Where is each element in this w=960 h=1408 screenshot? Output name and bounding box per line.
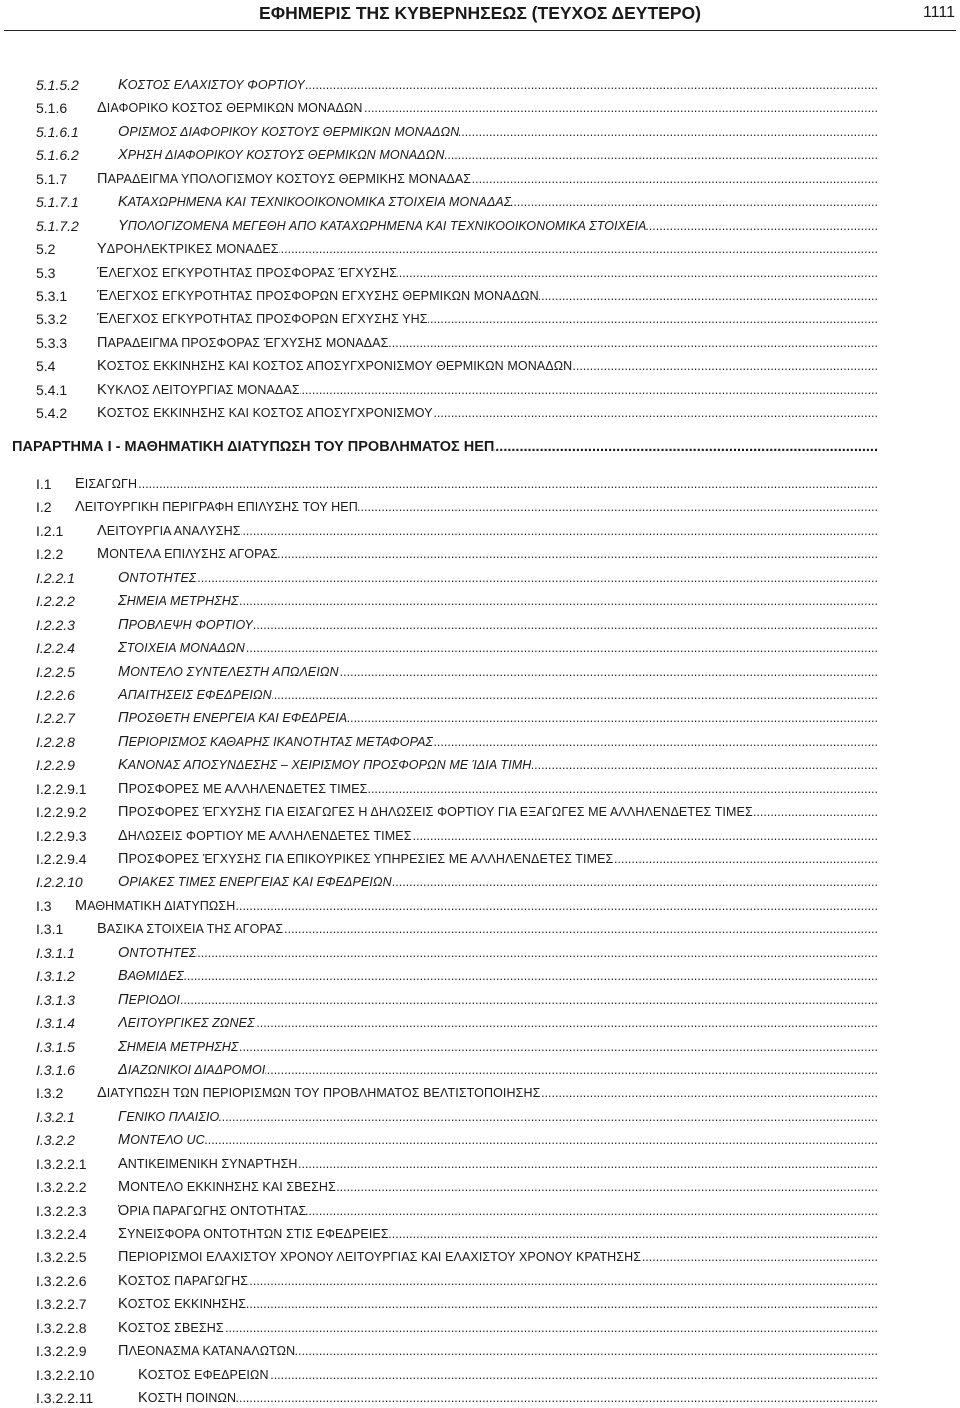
dot-leader <box>613 850 878 868</box>
dot-leader <box>305 76 878 94</box>
dot-leader <box>412 827 878 845</box>
toc-entry-title: ΣΥΝΕΙΣΦΟΡΑ ΟΝΤΟΤΗΤΩΝ ΣΤΙΣ ΕΦΕΔΡΕΙΕΣ <box>118 1226 389 1242</box>
toc-entry-title: ΟΡΙΣΜΟΣ ΔΙΑΦΟΡΙΚΟΥ ΚΟΣΤΟΥΣ ΘΕΡΜΙΚΩΝ ΜΟΝΑΔΩΝ <box>118 123 460 140</box>
dot-leader <box>388 334 878 352</box>
dot-leader <box>494 438 878 456</box>
toc-entry <box>36 123 878 141</box>
toc-entry-number: I.2.2.8 <box>36 733 75 750</box>
dot-leader <box>646 217 878 235</box>
dot-leader <box>572 357 878 375</box>
toc-entry <box>36 1225 878 1243</box>
toc-entry-number: I.2.2.1 <box>36 569 75 586</box>
toc-entry-number: I.3.2.2.5 <box>36 1249 87 1266</box>
toc-entry <box>36 522 878 540</box>
dot-leader <box>531 756 878 774</box>
toc-entry <box>36 592 878 610</box>
toc-entry-number: 5.1.7 <box>36 170 68 187</box>
toc-entry-title: ΈΛΕΓΧΟΣ ΕΓΚΥΡΟΤΗΤΑΣ ΠΡΟΣΦΟΡΩΝ ΕΓΧΥΣΗΣ ΥΗΣ <box>97 311 428 328</box>
dot-leader <box>753 803 878 821</box>
toc-entry-title: ΑΝΤΙΚΕΙΜΕΝΙΚΗ ΣΥΝΑΡΤΗΣΗ <box>118 1155 298 1172</box>
toc-entry <box>36 1108 878 1126</box>
dot-leader <box>300 381 878 399</box>
toc-entry <box>36 334 878 352</box>
toc-entry <box>36 967 878 985</box>
toc-entry-number: I.2.2.5 <box>36 663 75 680</box>
toc-entry-number: I.3.2.2.7 <box>36 1296 87 1313</box>
dot-leader <box>298 1155 878 1173</box>
toc-entry <box>36 639 878 657</box>
dot-leader <box>347 709 878 727</box>
toc-entry <box>36 170 878 188</box>
toc-entry <box>36 1389 878 1407</box>
toc-entry <box>36 733 878 751</box>
toc-entry <box>36 1366 878 1384</box>
toc-entry-title: ΚΟΣΤΟΣ ΕΚΚΙΝΗΣΗΣ <box>118 1296 247 1313</box>
dot-leader <box>336 1178 878 1196</box>
toc-entry-number: I.3.2.2.10 <box>36 1366 95 1383</box>
toc-entry-title: ΜΟΝΤΕΛΟ UC <box>118 1132 205 1149</box>
toc-entry <box>36 240 878 258</box>
toc-entry <box>36 545 878 563</box>
toc-entry-title: ΠΡΟΒΛΕΨΗ ΦΟΡΤΙΟΥ <box>118 616 254 633</box>
toc-entry-title: ΠΑΡΑΔΕΙΓΜΑ ΥΠΟΛΟΓΙΣΜΟΥ ΚΟΣΤΟΥΣ ΘΕΡΜΙΚΗΣ ΜΟΝΑΔΑΣ <box>97 170 472 187</box>
dot-leader <box>235 897 878 915</box>
toc-entry <box>36 944 878 962</box>
toc-entry <box>36 1202 878 1220</box>
toc-entry-title: ΟΝΤΟΤΗΤΕΣ <box>118 944 197 961</box>
toc-entry-title: ΓΕΝΙΚΟ ΠΛΑΙΣΙΟ <box>118 1108 220 1125</box>
dot-leader <box>246 1295 878 1313</box>
toc-entry-number: I.3.2 <box>36 1085 64 1102</box>
dot-leader <box>389 1225 878 1243</box>
toc-entry-number: I.3.2.2.2 <box>36 1179 87 1196</box>
toc-entry-number: I.1 <box>36 476 52 492</box>
toc-entry-title: ΚΟΣΤΟΣ ΕΦΕΔΡΕΙΩΝ <box>138 1366 269 1383</box>
toc-entry-number: I.2.2.3 <box>36 616 75 633</box>
toc-entry-number: I.3.2.2.1 <box>36 1155 87 1172</box>
toc-entry-number: I.2.1 <box>36 522 64 539</box>
toc-entry-number: I.3.1.5 <box>36 1038 75 1055</box>
toc-entry-title: ΚΑΤΑΧΩΡΗΜΕΝΑ ΚΑΙ ΤΕΧΝΙΚΟΟΙΚΟΝΟΜΙΚΑ ΣΤΟΙΧΕΙΑ ΜΟΝΑΔΑΣ <box>118 194 512 211</box>
toc-entry <box>36 1319 878 1337</box>
toc-entry-title: ΔΙΑΤΥΠΩΣΗ ΤΩΝ ΠΕΡΙΟΡΙΣΜΩΝ ΤΟΥ ΠΡΟΒΛΗΜΑΤΟΣ ΒΕΛΤΙΣΤΟΠΟΙΗΣΗΣ <box>97 1085 541 1102</box>
dot-leader <box>540 1084 878 1102</box>
toc-entry-title: ΚΟΣΤΟΣ ΕΛΑΧΙΣΤΟΥ ΦΟΡΤΙΟΥ <box>118 77 305 93</box>
toc-entry-title: ΠΡΟΣΦΟΡΕΣ ΈΓΧΥΣΗΣ ΓΙΑ ΕΙΣΑΓΩΓΕΣ Η ΔΗΛΩΣΕΙΣ ΦΟΡΤΙΟΥ ΓΙΑ ΕΞΑΓΩΓΕΣ ΜΕ ΑΛΛΗΛΕΝΔΕΤΕΣ ΤΙΜΕΣ <box>118 804 753 821</box>
toc-entry-title: ΧΡΗΣΗ ΔΙΑΦΟΡΙΚΟΥ ΚΟΣΤΟΥΣ ΘΕΡΜΙΚΩΝ ΜΟΝΑΔΩΝ <box>118 147 445 164</box>
toc-entry-title: ΔΙΑΦΟΡΙΚΟ ΚΟΣΤΟΣ ΘΕΡΜΙΚΩΝ ΜΟΝΑΔΩΝ <box>97 100 363 117</box>
dot-leader <box>219 1108 878 1126</box>
toc-entry-title: ΚΥΚΛΟΣ ΛΕΙΤΟΥΡΓΙΑΣ ΜΟΝΑΔΑΣ <box>97 381 300 398</box>
dot-leader <box>269 1366 878 1384</box>
toc-entry-number: I.2.2 <box>36 546 64 563</box>
toc-entry-title: ΥΔΡΟΗΛΕΚΤΡΙΚΕΣ ΜΟΝΑΔΕΣ <box>97 241 279 258</box>
toc-entry-number: I.2.2.9.4 <box>36 851 87 867</box>
dot-leader <box>306 1202 878 1220</box>
toc-section-5 <box>36 76 878 422</box>
toc-entry-number: 5.1.6 <box>36 100 68 117</box>
toc-entry <box>36 1272 878 1290</box>
dot-leader <box>224 1319 878 1337</box>
toc-entry <box>36 1248 878 1266</box>
toc-entry-number: I.3.1.2 <box>36 968 75 985</box>
toc-entry <box>36 264 878 282</box>
toc-entry-title: ΕΙΣΑΓΩΓΗ <box>75 476 138 492</box>
appendix-heading-entry <box>12 438 878 456</box>
toc-entry <box>36 310 878 328</box>
toc-entry-title: ΜΟΝΤΕΛΟ ΕΚΚΙΝΗΣΗΣ ΚΑΙ ΣΒΕΣΗΣ <box>118 1179 336 1196</box>
dot-leader <box>363 99 878 117</box>
toc-entry-number: I.2.2.9.2 <box>36 804 87 821</box>
toc-entry-number: I.3.2.1 <box>36 1108 75 1125</box>
toc-entry <box>36 1014 878 1032</box>
toc-entry <box>36 381 878 399</box>
toc-entry <box>36 827 878 845</box>
toc-entry <box>36 1084 878 1102</box>
dot-leader <box>433 404 878 422</box>
toc-entry-number: I.2.2.2 <box>36 593 75 610</box>
toc-entry-title: ΚΟΣΤΗ ΠΟΙΝΩΝ <box>138 1390 237 1407</box>
toc-entry <box>36 1038 878 1056</box>
toc-entry-title: ΔΙΑΖΩΝΙΚΟΙ ΔΙΑΔΡΟΜΟΙ <box>118 1061 266 1078</box>
toc-entry-title: ΠΕΡΙΟΔΟΙ <box>118 991 180 1008</box>
dot-leader <box>272 686 878 704</box>
toc-entry-title: ΣΤΟΙΧΕΙΑ ΜΟΝΑΔΩΝ <box>118 640 245 657</box>
toc-entry-number: I.2.2.9 <box>36 757 75 774</box>
toc-entry-title: ΚΟΣΤΟΣ ΕΚΚΙΝΗΣΗΣ ΚΑΙ ΚΟΣΤΟΣ ΑΠΟΣΥΓΧΡΟΝΙΣΜΟΥ ΘΕΡΜΙΚΩΝ ΜΟΝΑΔΩΝ <box>97 358 573 375</box>
page-number: 1111 <box>922 4 955 21</box>
toc-entry <box>36 76 878 94</box>
toc-entry-number: I.3.2.2.11 <box>36 1390 94 1407</box>
toc-entry-number: I.3.2.2.4 <box>36 1226 87 1242</box>
toc-entry-number: I.3.2.2 <box>36 1132 75 1149</box>
toc-entry-title: ΚΟΣΤΟΣ ΣΒΕΣΗΣ <box>118 1319 224 1336</box>
toc-entry-number: I.3.1.1 <box>36 944 75 961</box>
toc-entry <box>36 99 878 117</box>
toc-entry-title: ΒΑΘΜΙΔΕΣ <box>118 968 184 985</box>
toc-entry-number: 5.1.7.2 <box>36 217 79 234</box>
toc-entry <box>36 498 878 516</box>
toc-entry-number: 5.3.2 <box>36 311 68 328</box>
toc-entry <box>36 850 878 868</box>
toc-entry-title: ΚΑΝΟΝΑΣ ΑΠΟΣΥΝΔΕΣΗΣ – ΧΕΙΡΙΣΜΟΥ ΠΡΟΣΦΟΡΩΝ ΜΕ ΊΔΙΑ ΤΙΜΗ <box>118 757 532 774</box>
dot-leader <box>367 780 878 798</box>
toc-entry-title: ΌΡΙΑ ΠΑΡΑΓΩΓΗΣ ΟΝΤΟΤΗΤΑΣ <box>118 1202 307 1219</box>
toc-entry-title: ΒΑΣΙΚΑ ΣΤΟΙΧΕΙΑ ΤΗΣ ΑΓΟΡΑΣ <box>97 921 284 938</box>
toc-entry-number: 5.3.3 <box>36 334 68 351</box>
toc-entry <box>36 287 878 305</box>
toc-entry-number: I.2 <box>36 499 52 516</box>
toc-entry-number: 5.1.6.1 <box>36 123 79 140</box>
toc-entry <box>36 1342 878 1360</box>
toc-entry <box>36 1178 878 1196</box>
toc-entry-title: ΠΛΕΟΝΑΣΜΑ ΚΑΤΑΝΑΛΩΤΩΝ <box>118 1343 296 1360</box>
toc-entry-title: ΠΕΡΙΟΡΙΣΜΟΙ ΕΛΑΧΙΣΤΟΥ ΧΡΟΝΟΥ ΛΕΙΤΟΥΡΓΙΑΣ ΚΑΙ ΕΛΑΧΙΣΤΟΥ ΧΡΟΝΟΥ ΚΡΑΤΗΣΗΣ <box>118 1249 642 1266</box>
toc-entry-number: I.2.2.10 <box>36 874 83 891</box>
toc-entry <box>36 756 878 774</box>
toc-entry-number: 5.1.6.2 <box>36 147 79 164</box>
toc-entry-title: ΈΛΕΓΧΟΣ ΕΓΚΥΡΟΤΗΤΑΣ ΠΡΟΣΦΟΡΩΝ ΕΓΧΥΣΗΣ ΘΕΡΜΙΚΩΝ ΜΟΝΑΔΩΝ <box>97 287 539 304</box>
toc-entry-title: ΥΠΟΛΟΓΙΖΟΜΕΝΑ ΜΕΓΕΘΗ ΑΠΟ ΚΑΤΑΧΩΡΗΜΕΝΑ ΚΑΙ ΤΕΧΝΙΚΟΟΙΚΟΝΟΜΙΚΑ ΣΤΟΙΧΕΙΑ <box>118 217 647 234</box>
toc-entry-title: ΣΗΜΕΙΑ ΜΕΤΡΗΣΗΣ <box>118 1038 239 1055</box>
appendix-title: ΠΑΡΑΡΤΗΜΑ I - ΜΑΘΗΜΑΤΙΚΗ ΔΙΑΤΥΠΩΣΗ ΤΟΥ ΠΡΟΒΛΗΜΑΤΟΣ ΗΕΠ <box>12 439 495 455</box>
toc-entry-title: ΛΕΙΤΟΥΡΓΙΑ ΑΝΑΛΥΣΗΣ <box>97 522 241 539</box>
toc-appendix-i <box>36 475 878 1407</box>
toc-entry-number: I.3.1.4 <box>36 1015 75 1032</box>
toc-entry-number: 5.2 <box>36 241 56 258</box>
dot-leader <box>245 639 878 657</box>
toc-entry <box>36 475 878 493</box>
toc-entry <box>36 991 878 1009</box>
toc-entry-title: ΚΟΣΤΟΣ ΕΚΚΙΝΗΣΗΣ ΚΑΙ ΚΟΣΤΟΣ ΑΠΟΣΥΓΧΡΟΝΙΣΜΟΥ <box>97 405 433 422</box>
toc-entry-number: I.2.2.9.1 <box>36 780 87 797</box>
toc-entry-title: ΜΑΘΗΜΑΤΙΚΗ ΔΙΑΤΥΠΩΣΗ <box>75 897 236 914</box>
dot-leader <box>392 873 878 891</box>
toc-entry-title: ΠΡΟΣΘΕΤΗ ΕΝΕΡΓΕΙΑ ΚΑΙ ΕΦΕΔΡΕΙΑ <box>118 710 348 727</box>
dot-leader <box>180 991 878 1009</box>
dot-leader <box>539 287 878 305</box>
dot-leader <box>205 1131 878 1149</box>
toc-entry-number: I.3.2.2.3 <box>36 1202 87 1219</box>
toc-entry <box>36 404 878 422</box>
dot-leader <box>265 1061 878 1079</box>
toc-entry-title: ΟΝΤΟΤΗΤΕΣ <box>118 569 197 586</box>
toc-entry-title: ΟΡΙΑΚΕΣ ΤΙΜΕΣ ΕΝΕΡΓΕΙΑΣ ΚΑΙ ΕΦΕΔΡΕΙΩΝ <box>118 874 392 891</box>
toc-entry-number: I.3 <box>36 897 52 914</box>
toc-entry <box>36 709 878 727</box>
toc-entry-number: 5.1.5.2 <box>36 77 79 93</box>
header-rule <box>4 30 956 31</box>
toc-entry <box>36 780 878 798</box>
toc-entry-title: ΠΕΡΙΟΡΙΣΜΟΣ ΚΑΘΑΡΗΣ ΙΚΑΝΟΤΗΤΑΣ ΜΕΤΑΦΟΡΑΣ <box>118 733 434 750</box>
dot-leader <box>471 170 878 188</box>
dot-leader <box>255 1014 878 1032</box>
dot-leader <box>184 967 878 985</box>
toc-entry <box>36 1155 878 1173</box>
dot-leader <box>278 545 878 563</box>
dot-leader <box>196 944 878 962</box>
toc-entry <box>36 616 878 634</box>
toc-entry <box>36 357 878 375</box>
toc-entry <box>36 897 878 915</box>
toc-entry-title: ΈΛΕΓΧΟΣ ΕΓΚΥΡΟΤΗΤΑΣ ΠΡΟΣΦΟΡΑΣ ΈΓΧΥΣΗΣ <box>97 264 398 281</box>
toc-entry-title: ΛΕΙΤΟΥΡΓΙΚΕΣ ΖΩΝΕΣ <box>118 1015 255 1032</box>
toc-entry <box>36 873 878 891</box>
toc-entry <box>36 1295 878 1313</box>
dot-leader <box>358 498 878 516</box>
dot-leader <box>253 616 878 634</box>
dot-leader <box>137 475 878 493</box>
toc-entry-number: I.3.1.6 <box>36 1061 75 1078</box>
toc-entry-number: I.2.2.6 <box>36 686 75 703</box>
dot-leader <box>445 146 878 164</box>
toc-entry <box>36 193 878 211</box>
toc-entry-title: ΑΠΑΙΤΗΣΕΙΣ ΕΦΕΔΡΕΙΩΝ <box>118 686 272 703</box>
toc-entry-number: 5.3.1 <box>36 287 68 304</box>
toc-entry <box>36 663 878 681</box>
dot-leader <box>196 569 878 587</box>
toc-entry <box>36 569 878 587</box>
toc-entry <box>36 1131 878 1149</box>
dot-leader <box>236 1389 878 1407</box>
toc-entry-number: I.2.2.9.3 <box>36 827 87 844</box>
toc-entry <box>36 217 878 235</box>
toc-entry-title: ΣΗΜΕΙΑ ΜΕΤΡΗΣΗΣ <box>118 593 239 610</box>
toc-entry-title: ΛΕΙΤΟΥΡΓΙΚΗ ΠΕΡΙΓΡΑΦΗ ΕΠΙΛΥΣΗΣ ΤΟΥ ΗΕΠ <box>75 499 358 516</box>
dot-leader <box>279 240 878 258</box>
dot-leader <box>283 920 878 938</box>
toc-entry-title: ΠΑΡΑΔΕΙΓΜΑ ΠΡΟΣΦΟΡΑΣ ΈΓΧΥΣΗΣ ΜΟΝΑΔΑΣ <box>97 334 389 351</box>
toc-entry-number: I.3.2.2.8 <box>36 1319 87 1336</box>
toc-entry-number: I.3.2.2.9 <box>36 1343 87 1360</box>
toc-entry-title: ΠΡΟΣΦΟΡΕΣ ΜΕ ΑΛΛΗΛΕΝΔΕΤΕΣ ΤΙΜΕΣ <box>118 780 368 797</box>
toc-entry-number: I.3.1 <box>36 921 64 938</box>
toc-entry-title: ΔΗΛΩΣΕΙΣ ΦΟΡΤΙΟΥ ΜΕ ΑΛΛΗΛΕΝΔΕΤΕΣ ΤΙΜΕΣ <box>118 827 412 844</box>
toc-entry-title: ΚΟΣΤΟΣ ΠΑΡΑΓΩΓΗΣ <box>118 1272 249 1289</box>
dot-leader <box>248 1272 878 1290</box>
dot-leader <box>641 1248 878 1266</box>
dot-leader <box>433 733 878 751</box>
toc-entry <box>36 686 878 704</box>
dot-leader <box>511 193 878 211</box>
toc-entry-title: ΜΟΝΤΕΛΟ ΣΥΝΤΕΛΕΣΤΗ ΑΠΩΛΕΙΩΝ <box>118 663 339 680</box>
toc-entry-number: I.2.2.7 <box>36 710 75 727</box>
gazette-title: ΕΦΗΜΕΡΙΣ ΤΗΣ ΚΥΒΕΡΝΗΣΕΩΣ (ΤΕΥΧΟΣ ΔΕΥΤΕΡΟ) <box>259 3 701 23</box>
dot-leader <box>241 522 878 540</box>
toc-entry-number: 5.4.1 <box>36 381 68 398</box>
toc-entry-number: 5.4.2 <box>36 405 68 422</box>
dot-leader <box>339 663 878 681</box>
toc-entry-number: 5.4 <box>36 358 56 375</box>
dot-leader <box>428 310 878 328</box>
toc-entry <box>36 920 878 938</box>
toc-entry-number: 5.1.7.1 <box>36 194 79 211</box>
dot-leader <box>239 592 878 610</box>
toc-entry-number: I.3.2.2.6 <box>36 1272 87 1289</box>
dot-leader <box>459 123 878 141</box>
toc-entry-number: I.2.2.4 <box>36 640 75 657</box>
dot-leader <box>239 1038 878 1056</box>
toc-entry <box>36 1061 878 1079</box>
toc-entry <box>36 803 878 821</box>
toc-entry-number: 5.3 <box>36 264 56 281</box>
toc-entry <box>36 146 878 164</box>
dot-leader <box>397 264 878 282</box>
toc-entry-title: ΜΟΝΤΕΛΑ ΕΠΙΛΥΣΗΣ ΑΓΟΡΑΣ <box>97 546 278 563</box>
dot-leader <box>295 1342 878 1360</box>
toc-entry-title: ΠΡΟΣΦΟΡΕΣ ΈΓΧΥΣΗΣ ΓΙΑ ΕΠΙΚΟΥΡΙΚΕΣ ΥΠΗΡΕΣΙΕΣ ΜΕ ΑΛΛΗΛΕΝΔΕΤΕΣ ΤΙΜΕΣ <box>118 851 614 867</box>
toc-entry-number: I.3.1.3 <box>36 991 75 1008</box>
